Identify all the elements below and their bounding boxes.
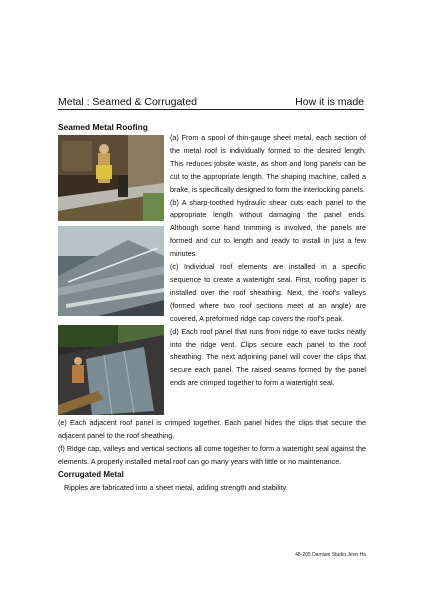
corrugated-title: Corrugated Metal [58,469,124,479]
page-header [58,96,364,110]
paragraph-c: (c) Individual roof elements are installed in a specific sequence to create a watertight seal. First, roofing paper is installed over the roof sheathing. Next, the roof's valleys (formed where two roof sections meet at an angle) are covered. A preformed ridge cap covers the roof's peak. [170,262,366,323]
photo-roof-installation [58,325,164,415]
paragraph-d: (d) Each roof panel that runs from ridge to eave tucks neatly into the ridge vent. Clips secure each panel to the roof sheathing. The next adjoining panel will cover the clips that secure each panel. The raised seams formed by the panel ends are crimped together to form a watertight seal. [170,326,366,388]
section-title: Seamed Metal Roofing [58,122,148,132]
text-full-width [58,417,366,494]
paragraph-b: (b) A sharp-toothed hydraulic shear cuts each panel to the appropriate length without damaging the panel ends. Although some hand trimming is involved, the panels are formed and cut to length and ready to install in just a few minutes. [170,197,366,259]
header-subtitle: How it is made [295,96,364,108]
photo-brake-machine [58,135,164,221]
corrugated-text: Ripples are fabricated into a sheet metal, adding strength and stability. [64,482,288,492]
paragraph-f: (f) Ridge cap, valleys and vertical sections all come together to form a watertight seal against the elements. A properly installed metal roof can go many years with little or no maintenance. [58,443,366,466]
header-title: Metal : Seamed & Corrugated [58,96,197,108]
paragraph-a: (a) From a spool of thin-gauge sheet metal, each section of the metal roof is individually formed to the desired length. This reduces jobsite waste, as short and long panels can be cut to the appropriate length. The shaping machine, called a brake, is specifically designed to form the interlocking panels. [170,133,366,194]
footer-credit: 48-205 Damiani Studio Jeon Ha [295,552,366,558]
paragraph-e: (e) Each adjacent roof panel is crimped together. Each panel hides the clips that secure the adjacent panel to the roof sheathing. [58,418,366,440]
text-column [170,132,366,390]
photo-panel-shear [58,226,164,316]
